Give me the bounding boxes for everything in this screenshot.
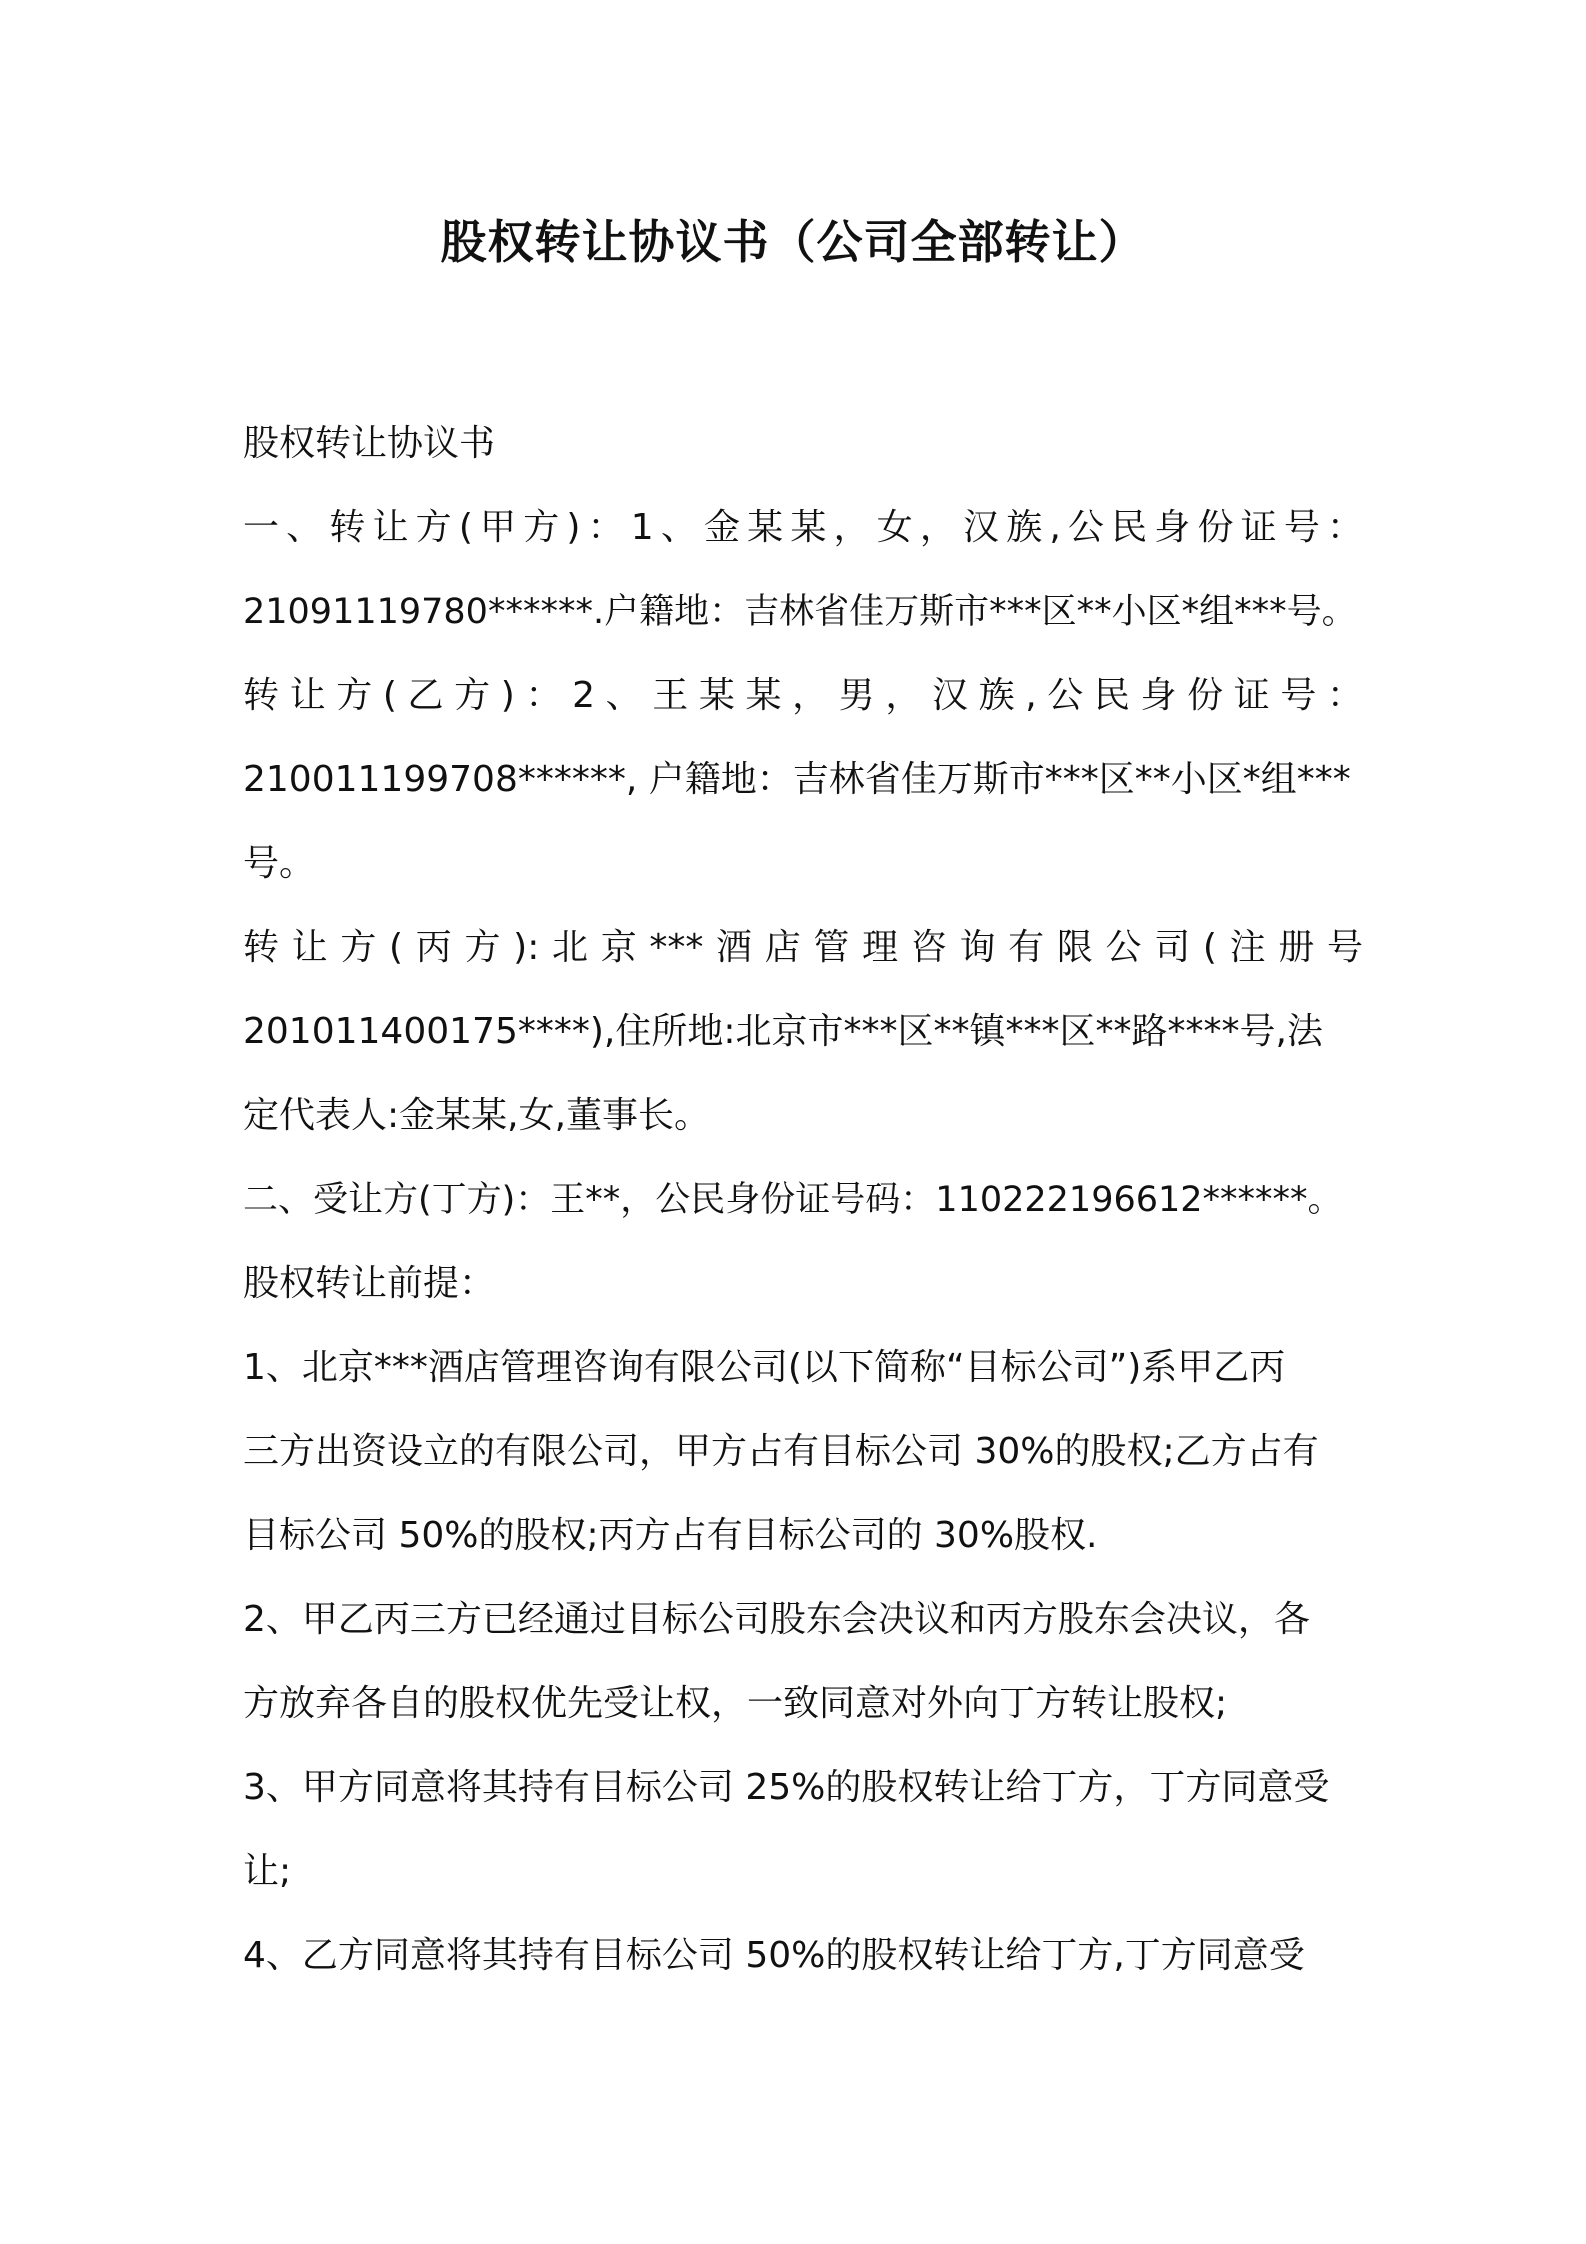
line-party-c: 转让方(丙方):北京***酒店管理咨询有限公司(注册号 [243, 927, 1363, 968]
document-title: 股权转让协议书（公司全部转让） [440, 215, 1146, 269]
line-party-a: 一、转让方(甲方)：1、金某某，女，汉族,公民身份证号： [243, 507, 1363, 548]
line-subtitle: 股权转让协议书 [243, 423, 496, 464]
line-party-c-reg: 201011400175****),住所地:北京市***区**镇***区**路****号,法 [243, 1011, 1323, 1052]
line-party-a-id: 21091119780******.户籍地：吉林省佳万斯市***区**小区*组***号。 [243, 592, 1357, 632]
line-party-c-rep: 定代表人:金某某,女,董事长。 [243, 1095, 711, 1136]
line-party-b-id: 210011199708******, 户籍地：吉林省佳万斯市***区**小区*组*** [243, 759, 1351, 800]
line-premise-3a: 3、甲方同意将其持有目标公司 25%的股权转让给丁方，丁方同意受 [243, 1767, 1330, 1808]
line-premise-1b: 三方出资设立的有限公司，甲方占有目标公司 30%的股权;乙方占有 [243, 1431, 1319, 1472]
line-premise-2b: 方放弃各自的股权优先受让权，一致同意对外向丁方转让股权; [243, 1683, 1228, 1724]
line-premise-1c: 目标公司 50%的股权;丙方占有目标公司的 30%股权. [243, 1515, 1098, 1556]
line-premise-4a: 4、乙方同意将其持有目标公司 50%的股权转让给丁方,丁方同意受 [243, 1935, 1305, 1976]
line-party-d: 二、受让方(丁方)：王**，公民身份证号码：110222196612******。 [243, 1180, 1343, 1220]
line-premise-3b: 让; [243, 1851, 292, 1892]
document-body [243, 402, 1363, 1998]
line-party-b: 转让方(乙方)：2、王某某，男，汉族,公民身份证号： [243, 675, 1363, 716]
line-premise-2a: 2、甲乙丙三方已经通过目标公司股东会决议和丙方股东会决议，各 [243, 1599, 1310, 1640]
line-party-b-end: 号。 [243, 843, 316, 884]
line-premise-heading: 股权转让前提： [243, 1263, 496, 1304]
line-premise-1a: 1、北京***酒店管理咨询有限公司(以下简称“目标公司”)系甲乙丙 [243, 1347, 1286, 1388]
